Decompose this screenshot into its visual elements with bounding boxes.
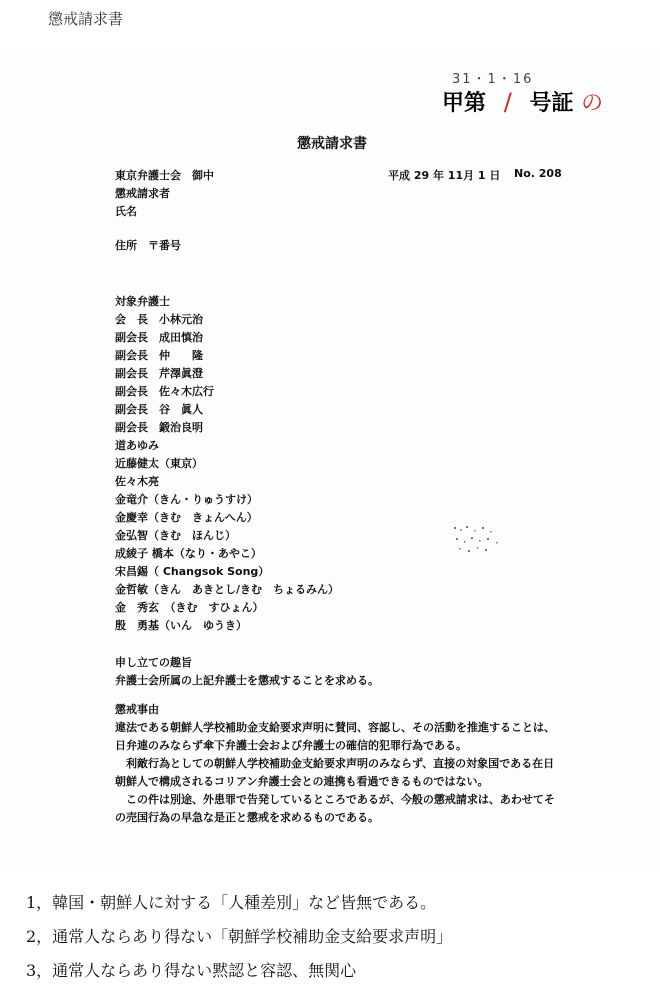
target-lawyer: 宋昌錫（ Changsok Song） — [115, 565, 270, 578]
requester-label: 懲戒請求者 — [115, 187, 170, 200]
reason-line: 朝鮮人で構成されるコリアン弁護士会との連携も看過できるものではない。 — [115, 775, 489, 788]
document-title: 懲戒請求書 — [297, 136, 367, 152]
reason-line: 日弁連のみならず傘下弁護士会および弁護士の確信的犯罪行為である。 — [115, 739, 467, 752]
target-lawyer: 金竜介（きん・りゅうすけ） — [115, 493, 258, 506]
target-lawyer: 副会長 仲 隆 — [115, 349, 203, 362]
target-lawyer: 金哲敏（きん あきとし/きむ ちょるみん） — [115, 583, 340, 596]
scan-noise-speckle — [452, 524, 507, 554]
page-label: 懲戒請求書 — [48, 10, 124, 28]
reason-line: 違法である朝鮮人学校補助金支給要求声明に賛同、容認し、その活動を推進することは、 — [115, 721, 555, 734]
target-lawyer: 佐々木亮 — [115, 475, 159, 488]
exhibit-number — [442, 86, 603, 117]
target-lawyer: 副会長 鍛治良明 — [115, 421, 203, 434]
stamp-date: 31・1・16 — [452, 72, 534, 87]
reason-heading: 懲戒事由 — [115, 703, 159, 716]
document-date: 平成 29 年 11月 1 日 — [388, 169, 501, 182]
summary-point: 2，通常人ならあり得ない「朝鮮学校補助金支給要求声明」 — [26, 927, 453, 946]
target-lawyer: 金慶幸（きむ きょんへん） — [115, 511, 258, 524]
purpose-heading: 申し立ての趣旨 — [115, 656, 192, 669]
reason-line: の売国行為の早急な是正と懲戒を求めるものである。 — [115, 811, 379, 824]
target-lawyer: 副会長 佐々木広行 — [115, 385, 214, 398]
name-label: 氏名 — [115, 205, 137, 218]
target-lawyer: 副会長 成田慎治 — [115, 331, 203, 344]
summary-point: 3，通常人ならあり得ない黙認と容認、無関心 — [26, 961, 357, 980]
target-lawyer: 副会長 芹澤眞澄 — [115, 367, 203, 380]
reason-line: 利敵行為としての朝鮮人学校補助金支給要求声明のみならず、直接の対象国である在日 — [115, 757, 555, 770]
exhibit-suffix: 号証 — [529, 91, 574, 116]
target-lawyer: 成綾子 橋本（なり・あやこ） — [115, 547, 262, 560]
summary-point: 1，韓国・朝鮮人に対する「人種差別」など皆無である。 — [26, 893, 437, 912]
target-lawyer: 殷 勇基（いん ゆうき） — [115, 619, 247, 632]
addressee: 東京弁護士会 御中 — [115, 169, 214, 182]
targets-label: 対象弁護士 — [115, 295, 170, 308]
target-lawyer: 道あゆみ — [115, 439, 159, 452]
reason-line: この件は別途、外患罪で告発しているところであるが、今般の懲戒請求は、あわせてそ — [115, 793, 555, 806]
document-number: No. 208 — [514, 167, 562, 180]
target-lawyer: 金弘智（きむ ほんじ） — [115, 529, 236, 542]
purpose-text: 弁護士会所属の上記弁護士を懲戒することを求める。 — [115, 674, 379, 687]
target-lawyer: 金 秀玄 （きむ すひょん） — [115, 601, 264, 614]
target-lawyer: 副会長 谷 眞人 — [115, 403, 203, 416]
exhibit-handwritten-mark: の — [581, 91, 604, 116]
target-lawyer: 会 長 小林元治 — [115, 313, 203, 326]
exhibit-prefix: 甲第 — [442, 91, 487, 116]
exhibit-handwritten-number: / — [503, 88, 512, 116]
address-label: 住所 〒番号 — [115, 239, 181, 252]
target-lawyer: 近藤健太（東京） — [115, 457, 203, 470]
